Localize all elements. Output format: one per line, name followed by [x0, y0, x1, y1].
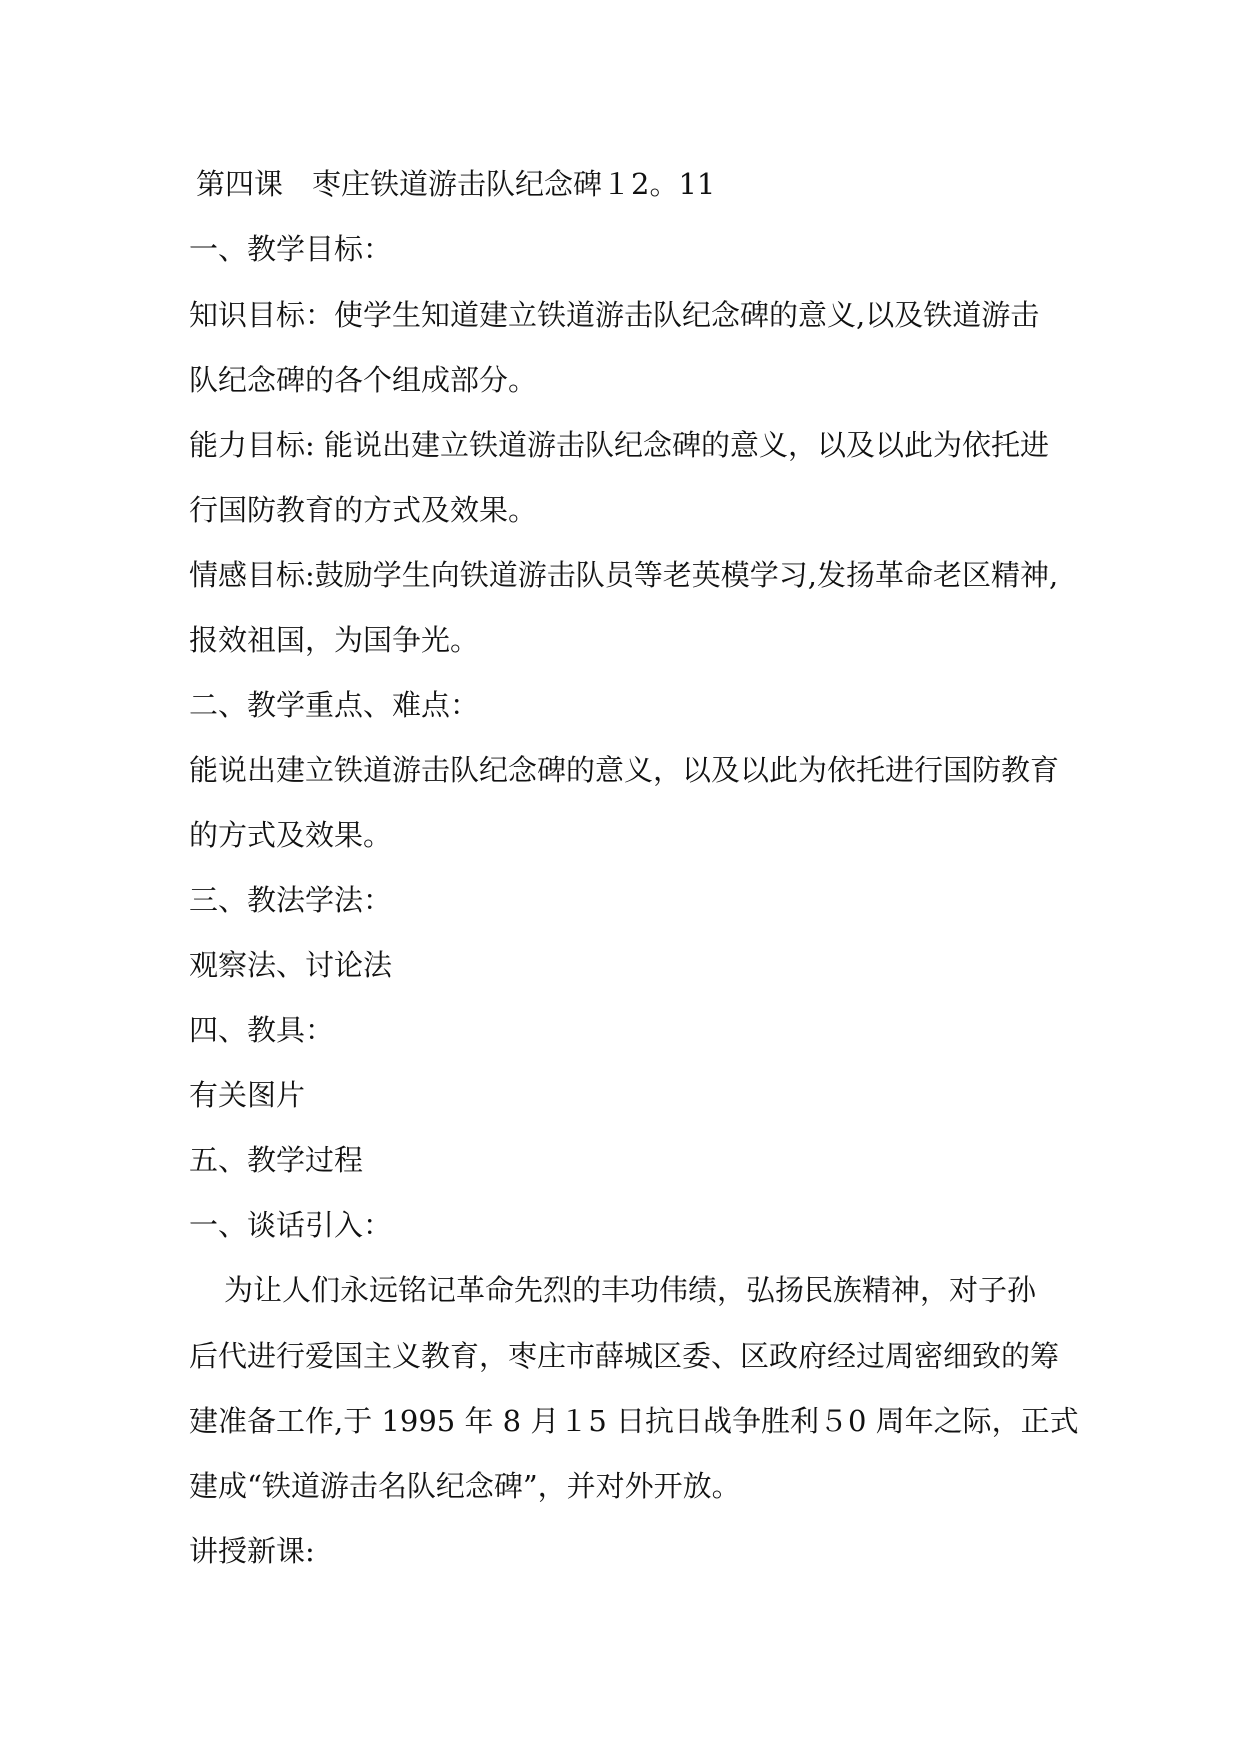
paragraph-line: 有关图片 — [189, 1078, 306, 1112]
paragraph-line: 观察法、讨论法 — [189, 948, 393, 982]
section-heading: 一、教学目标： — [189, 232, 393, 266]
section-heading: 三、教法学法： — [189, 883, 393, 917]
section-heading: 讲授新课: — [189, 1534, 315, 1568]
section-heading: 五、教学过程 — [189, 1143, 364, 1177]
paragraph-line: 后代进行爱国主义教育，枣庄市薛城区委、区政府经过周密细致的筹 — [189, 1339, 1060, 1373]
section-heading: 一、谈话引入： — [189, 1208, 393, 1242]
paragraph-line: 知识目标：使学生知道建立铁道游击队纪念碑的意义,以及铁道游击 — [189, 298, 1040, 332]
paragraph-line: 为让人们永远铭记革命先烈的丰功伟绩，弘扬民族精神，对子孙 — [224, 1273, 1037, 1307]
paragraph-line: 队纪念碑的各个组成部分。 — [189, 363, 538, 397]
paragraph-line: 能说出建立铁道游击队纪念碑的意义，以及以此为依托进行国防教育 — [189, 753, 1060, 787]
paragraph-line: 的方式及效果。 — [189, 818, 393, 852]
lesson-title: 第四课 枣庄铁道游击队纪念碑１2。11 — [196, 167, 716, 201]
paragraph-line: 建准备工作,于 1995 年 8 月１5 日抗日战争胜利５0 周年之际，正式 — [189, 1404, 1079, 1438]
paragraph-line: 能力目标: 能说出建立铁道游击队纪念碑的意义，以及以此为依托进 — [189, 428, 1049, 462]
paragraph-line: 报效祖国，为国争光。 — [189, 623, 480, 657]
section-heading: 二、教学重点、难点： — [189, 688, 480, 722]
section-heading: 四、教具： — [189, 1013, 335, 1047]
paragraph-line: 建成“铁道游击名队纪念碑”，并对外开放。 — [189, 1469, 741, 1503]
paragraph-line: 情感目标:鼓励学生向铁道游击队员等老英模学习,发扬革命老区精神, — [189, 558, 1059, 592]
paragraph-line: 行国防教育的方式及效果。 — [189, 493, 538, 527]
